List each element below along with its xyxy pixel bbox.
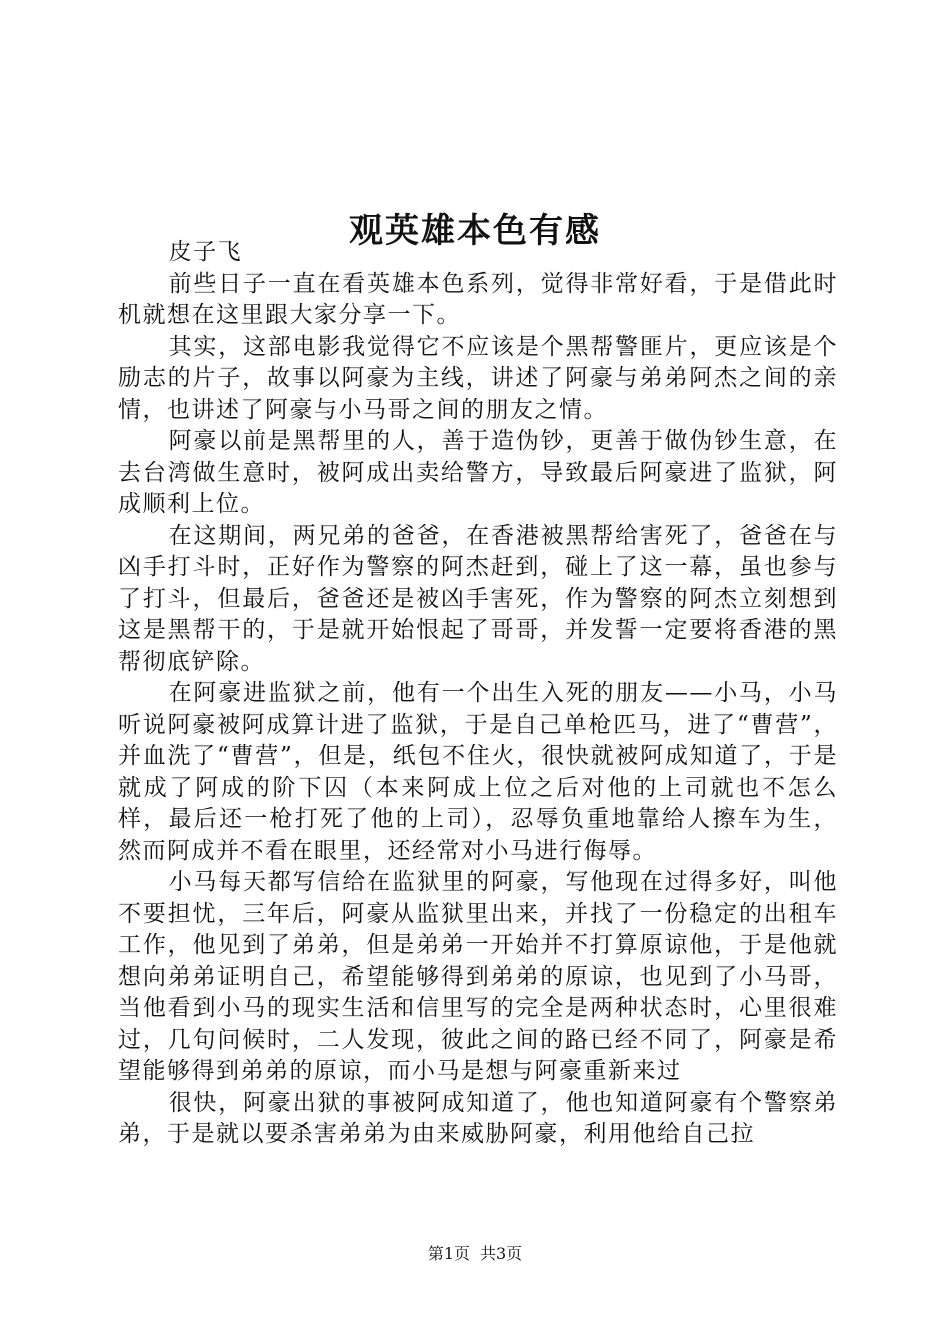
paragraph: 前些日子一直在看英雄本色系列，觉得非常好看，于是借此时机就想在这里跟大家分享一下。 xyxy=(118,270,838,328)
page-number: 第1页 xyxy=(427,1244,470,1263)
document-body xyxy=(118,237,838,1151)
paragraph: 在这期间，两兄弟的爸爸，在香港被黑帮给害死了，爸爸在与凶手打斗时，正好作为警察的阿杰赶到，碰上了这一幕，虽也参与了打斗，但最后，爸爸还是被凶手害死，作为警察的阿杰立刻想到这是黑帮干的，于是就开始恨起了哥哥，并发誓一定要将香港的黑帮彻底铲除。 xyxy=(118,522,838,675)
paragraph: 其实，这部电影我觉得它不应该是个黑帮警匪片，更应该是个励志的片子，故事以阿豪为主线，讲述了阿豪与弟弟阿杰之间的亲情，也讲述了阿豪与小马哥之间的朋友之情。 xyxy=(118,333,838,423)
paragraph: 在阿豪进监狱之前，他有一个出生入死的朋友——小马，小马听说阿豪被阿成算计进了监狱，于是自己单枪匹马，进了“曹营”，并血洗了“曹营”，但是，纸包不住火，很快就被阿成知道了，于是就成了阿成的阶下囚（本来阿成上位之后对他的上司就也不怎么样，最后还一枪打死了他的上司），忍辱负重地靠给人擦车为生，然而阿成并不看在眼里，还经常对小马进行侮辱。 xyxy=(118,680,838,864)
page-total: 共3页 xyxy=(480,1244,523,1263)
page-footer xyxy=(0,1243,950,1265)
paragraph: 阿豪以前是黑帮里的人，善于造伪钞，更善于做伪钞生意，在去台湾做生意时，被阿成出卖给警方，导致最后阿豪进了监狱，阿成顺利上位。 xyxy=(118,428,838,517)
paragraph: 小马每天都写信给在监狱里的阿豪，写他现在过得多好，叫他不要担忧，三年后，阿豪从监狱里出来，并找了一份稳定的出租车工作，他见到了弟弟，但是弟弟一开始并不打算原谅他，于是他就想向弟弟证明自己，希望能够得到弟弟的原谅，也见到了小马哥，当他看到小马的现实生活和信里写的完全是两种状态时，心里很难过，几句问候时，二人发现，彼此之间的路已经不同了，阿豪是希望能够得到弟弟的原谅，而小马是想与阿豪重新来过 xyxy=(118,869,838,1084)
paragraph: 很快，阿豪出狱的事被阿成知道了，他也知道阿豪有个警察弟弟，于是就以要杀害弟弟为由来威胁阿豪，利用他给自己拉 xyxy=(118,1089,838,1147)
document-title: 观英雄本色有感 xyxy=(349,210,601,251)
author-line: 皮子飞 xyxy=(168,239,243,265)
